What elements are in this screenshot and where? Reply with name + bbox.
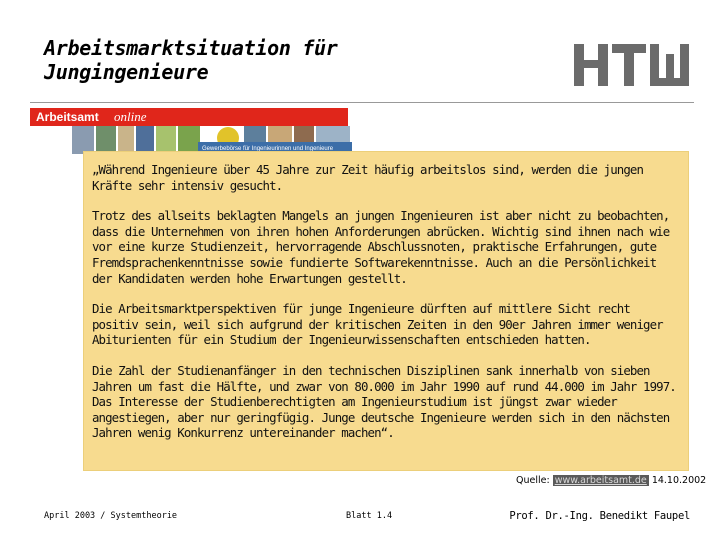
- banner-online: online: [114, 109, 147, 124]
- quote-paragraph: Trotz des allseits beklagten Mangels an jungen Ingenieuren ist aber nicht zu beobachten, dass die Unternehmen von ihren hohen Anforderungen abrücken. Wichtig sind ihnen nach wie vor eine kurze Studienzeit, hervorragende Abschlussnoten, praktische Erfahrungen, gute Fremdsprachenkenntnisse sowie fundierte Softwarekenntnisse. Auch an die Persönlichkeit der Kandidaten werden hohe Erwartungen gestellt.: [92, 208, 670, 286]
- quote-paragraph: Die Arbeitsmarktperspektiven für junge Ingenieure dürften auf mittlere Sicht recht positiv sein, weil sich aufgrund der kritischen Zeiten in den 90er Jahren immer weniger Abiturienten für ein Studium der Ingenieurwissenschaften entschieden hatten.: [92, 301, 663, 348]
- strip-caption: Gewerbebörse für Ingenieurinnen und Ingenieure: [202, 146, 334, 152]
- htw-logo: [572, 42, 690, 88]
- footer-page-number: Blatt 1.4: [346, 511, 393, 521]
- footer-author: Prof. Dr.-Ing. Benedikt Faupel: [509, 510, 690, 522]
- source-line: [516, 474, 706, 488]
- source-link[interactable]: www.arbeitsamt.de: [554, 475, 647, 486]
- banner-name: Arbeitsamt: [36, 110, 99, 124]
- quote-paragraph: „Während Ingenieure über 45 Jahre zur Zeit häufig arbeitslos sind, werden die jungen Kräfte sehr intensiv gesucht.: [92, 162, 644, 193]
- photo-strip-image: [68, 126, 354, 154]
- slide-title: Arbeitsmarktsituation für Jungingenieure: [44, 36, 338, 84]
- footer-date-course: April 2003 / Systemtheorie: [44, 511, 178, 521]
- quote-paragraph: Die Zahl der Studienanfänger in den technischen Disziplinen sank innerhalb von sieben Jahren um fast die Hälfte, und zwar von 80.000 im Jahr 1990 auf rund 44.000 im Jahr 1997. Das Interesse der Studienberechtigten am Ingenieurstudium ist jüngst zwar wieder angestiegen, aber nur geringfügig. Junge deutsche Ingenieure werden sich in den nächsten Jahren wenig Konkurrenz untereinander machen“.: [92, 362, 676, 441]
- quote-text: [92, 162, 682, 456]
- title-divider: [30, 102, 694, 103]
- logo-text: HTW: [572, 42, 575, 43]
- arbeitsamt-online-banner: [30, 108, 348, 126]
- source-label: Quelle:: [516, 475, 550, 486]
- source-date: 14.10.2002: [651, 475, 707, 486]
